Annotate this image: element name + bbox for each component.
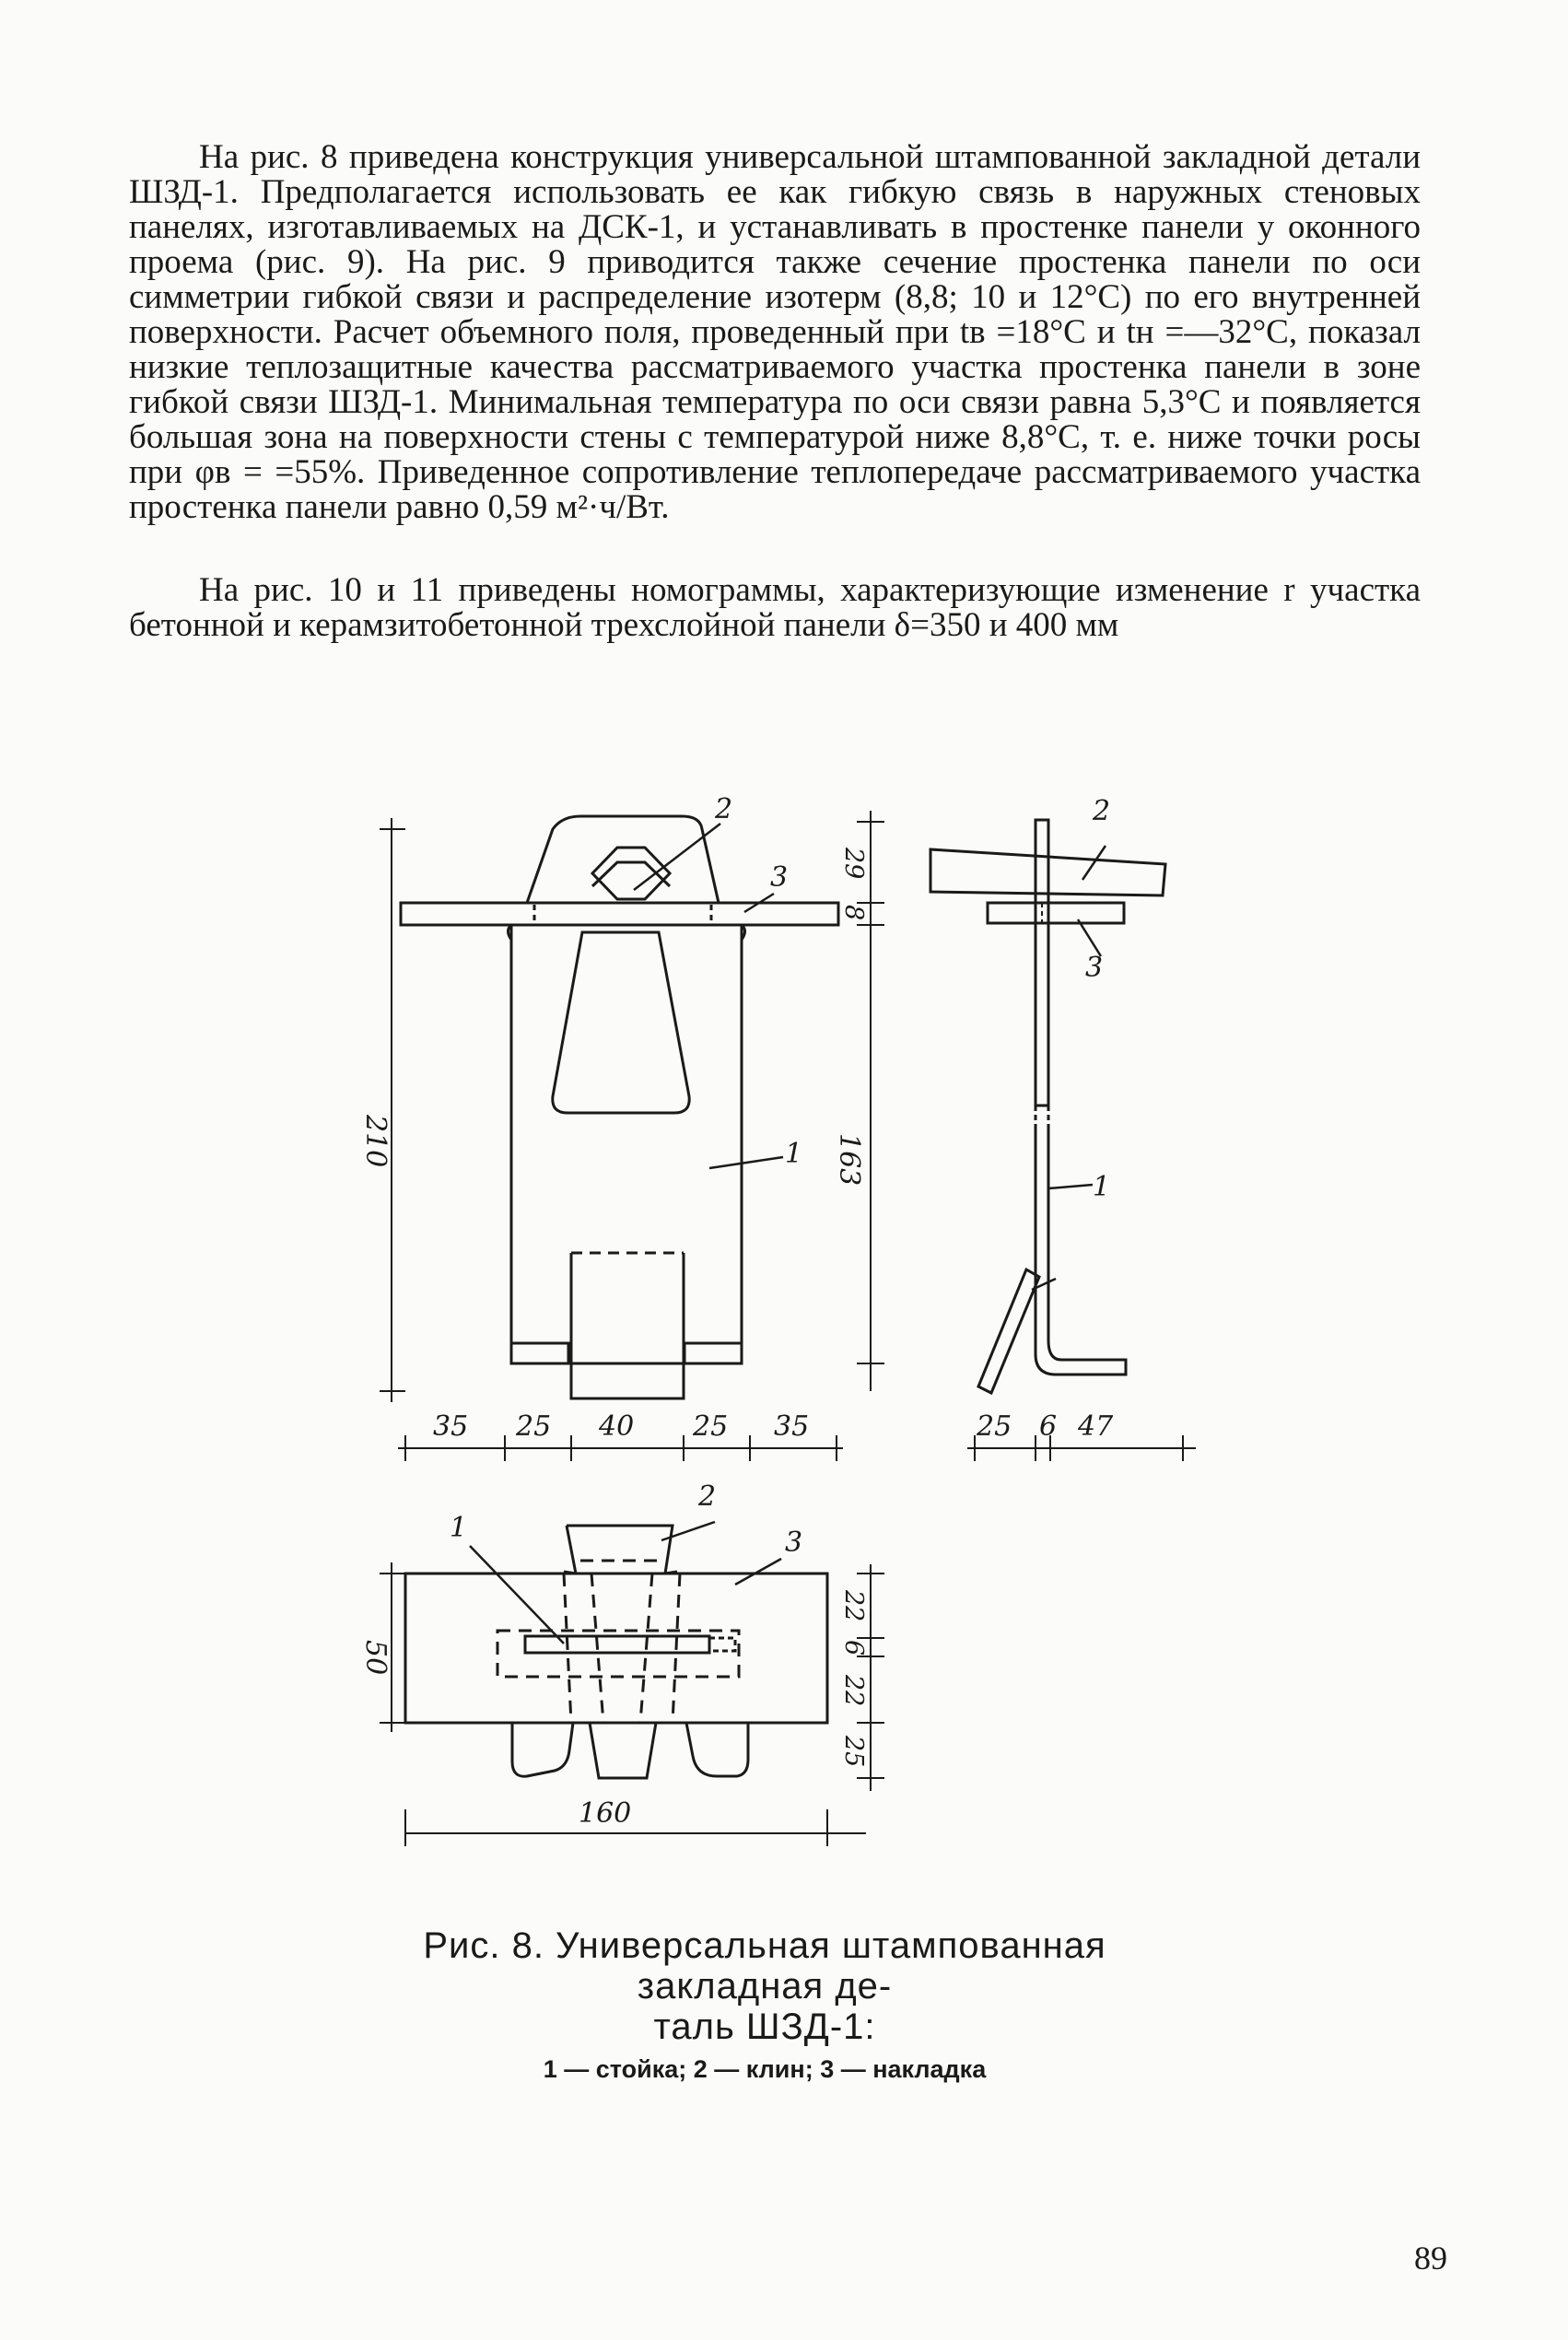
- plan-tab-left: [512, 1723, 573, 1776]
- front-label-2: 2: [715, 793, 733, 825]
- plan-dim-22b: 22: [839, 1675, 868, 1707]
- front-dim-210: 210: [359, 1115, 392, 1168]
- paragraph-1-text: На рис. 8 приведена конструкция универсальной штампованной закладной детали ШЗД-1. Предполагается использовать ее как гибкую связь в наружных стеновых панелях, изготавливаемых на ДСК-1, и устанавливать в простенке панели у оконного проема (рис. 9). На рис. 9 приводится также сечение простенка панели по оси симметрии гибкой связи и распределение изотерм (8,8; 10 и 12°С) по его внутренней поверхности. Расчет объемного поля, проведенный при tв =18°С и tн =—32°С, показал низкие теплозащитные качества рассматриваемого участка простенка панели в зоне гибкой связи ШЗД-1. Минимальная температура по оси связи равна 5,3°С и появляется большая зона на поверхности стены с температурой ниже 8,8°С, т. е. ниже точки росы при φв = =55%. Приведенное сопротивление теплопередаче рассматриваемого участка простенка панели равно 0,59 м²·ч/Вт.: [129, 138, 1421, 526]
- side-strut: [978, 1269, 1039, 1393]
- plan-view: [380, 1522, 884, 1846]
- caption-legend: 1 — стойка; 2 — клин; 3 — накладка: [543, 2055, 987, 2083]
- side-plate: [988, 903, 1124, 923]
- front-dim-bottom-4: 25: [693, 1410, 729, 1443]
- front-dim-bottom-5: 35: [774, 1410, 810, 1443]
- plan-label-3: 3: [785, 1527, 803, 1559]
- side-dim-6: 6: [1039, 1410, 1058, 1443]
- front-dim-163: 163: [833, 1133, 865, 1187]
- plan-dim-50: 50: [359, 1640, 392, 1676]
- front-dim-bottom-1: 35: [433, 1410, 469, 1443]
- plan-tab-right: [686, 1723, 748, 1776]
- plan-dim-160: 160: [579, 1797, 632, 1830]
- side-post: [1036, 820, 1048, 1106]
- plan-wedge-top: [567, 1526, 673, 1574]
- side-foot: [1036, 1340, 1126, 1375]
- plan-plate: [405, 1574, 827, 1723]
- plan-dim-25: 25: [839, 1736, 868, 1768]
- side-label-1: 1: [1093, 1171, 1111, 1203]
- plan-bar: [525, 1636, 709, 1653]
- front-body: [511, 925, 742, 1363]
- front-dim-bottom-2: 25: [516, 1410, 552, 1443]
- front-wedge: [527, 816, 719, 903]
- caption-line-2: таль ШЗД-1:: [653, 2007, 876, 2047]
- plan-wedge-bottom: [590, 1723, 656, 1778]
- figure-labels: [359, 793, 1114, 1830]
- front-lower-block: [571, 1253, 684, 1398]
- front-dim-bottom-3: 40: [599, 1410, 635, 1443]
- front-view: [380, 811, 884, 1461]
- front-label-3: 3: [770, 861, 789, 894]
- front-window: [553, 932, 689, 1113]
- paragraph-2-text: На рис. 10 и 11 приведены номограммы, характеризующие изменение r участка бетонной и керамзитобетонной трехслойной панели δ=350 и 400 мм: [129, 571, 1421, 644]
- side-view: [930, 820, 1196, 1461]
- front-tab-left: [511, 1343, 568, 1363]
- side-label-3: 3: [1085, 952, 1104, 984]
- front-label-1: 1: [785, 1138, 803, 1170]
- side-dim-25: 25: [977, 1410, 1012, 1443]
- plan-dim-22a: 22: [839, 1590, 868, 1622]
- plan-label-1: 1: [450, 1512, 468, 1544]
- side-dim-47: 47: [1078, 1410, 1114, 1443]
- front-dim-8: 8: [839, 905, 868, 921]
- front-tab-right: [685, 1343, 742, 1363]
- front-plate: [401, 903, 838, 925]
- caption-line-1: Рис. 8. Универсальная штампованная закладная де-: [423, 1925, 1106, 2007]
- front-dim-29: 29: [839, 848, 868, 880]
- plan-dim-6: 6: [839, 1640, 868, 1656]
- plan-label-2: 2: [698, 1480, 717, 1513]
- side-label-2: 2: [1093, 795, 1111, 827]
- page-number: 89: [1414, 2240, 1447, 2276]
- figure-caption: [350, 1925, 1179, 2088]
